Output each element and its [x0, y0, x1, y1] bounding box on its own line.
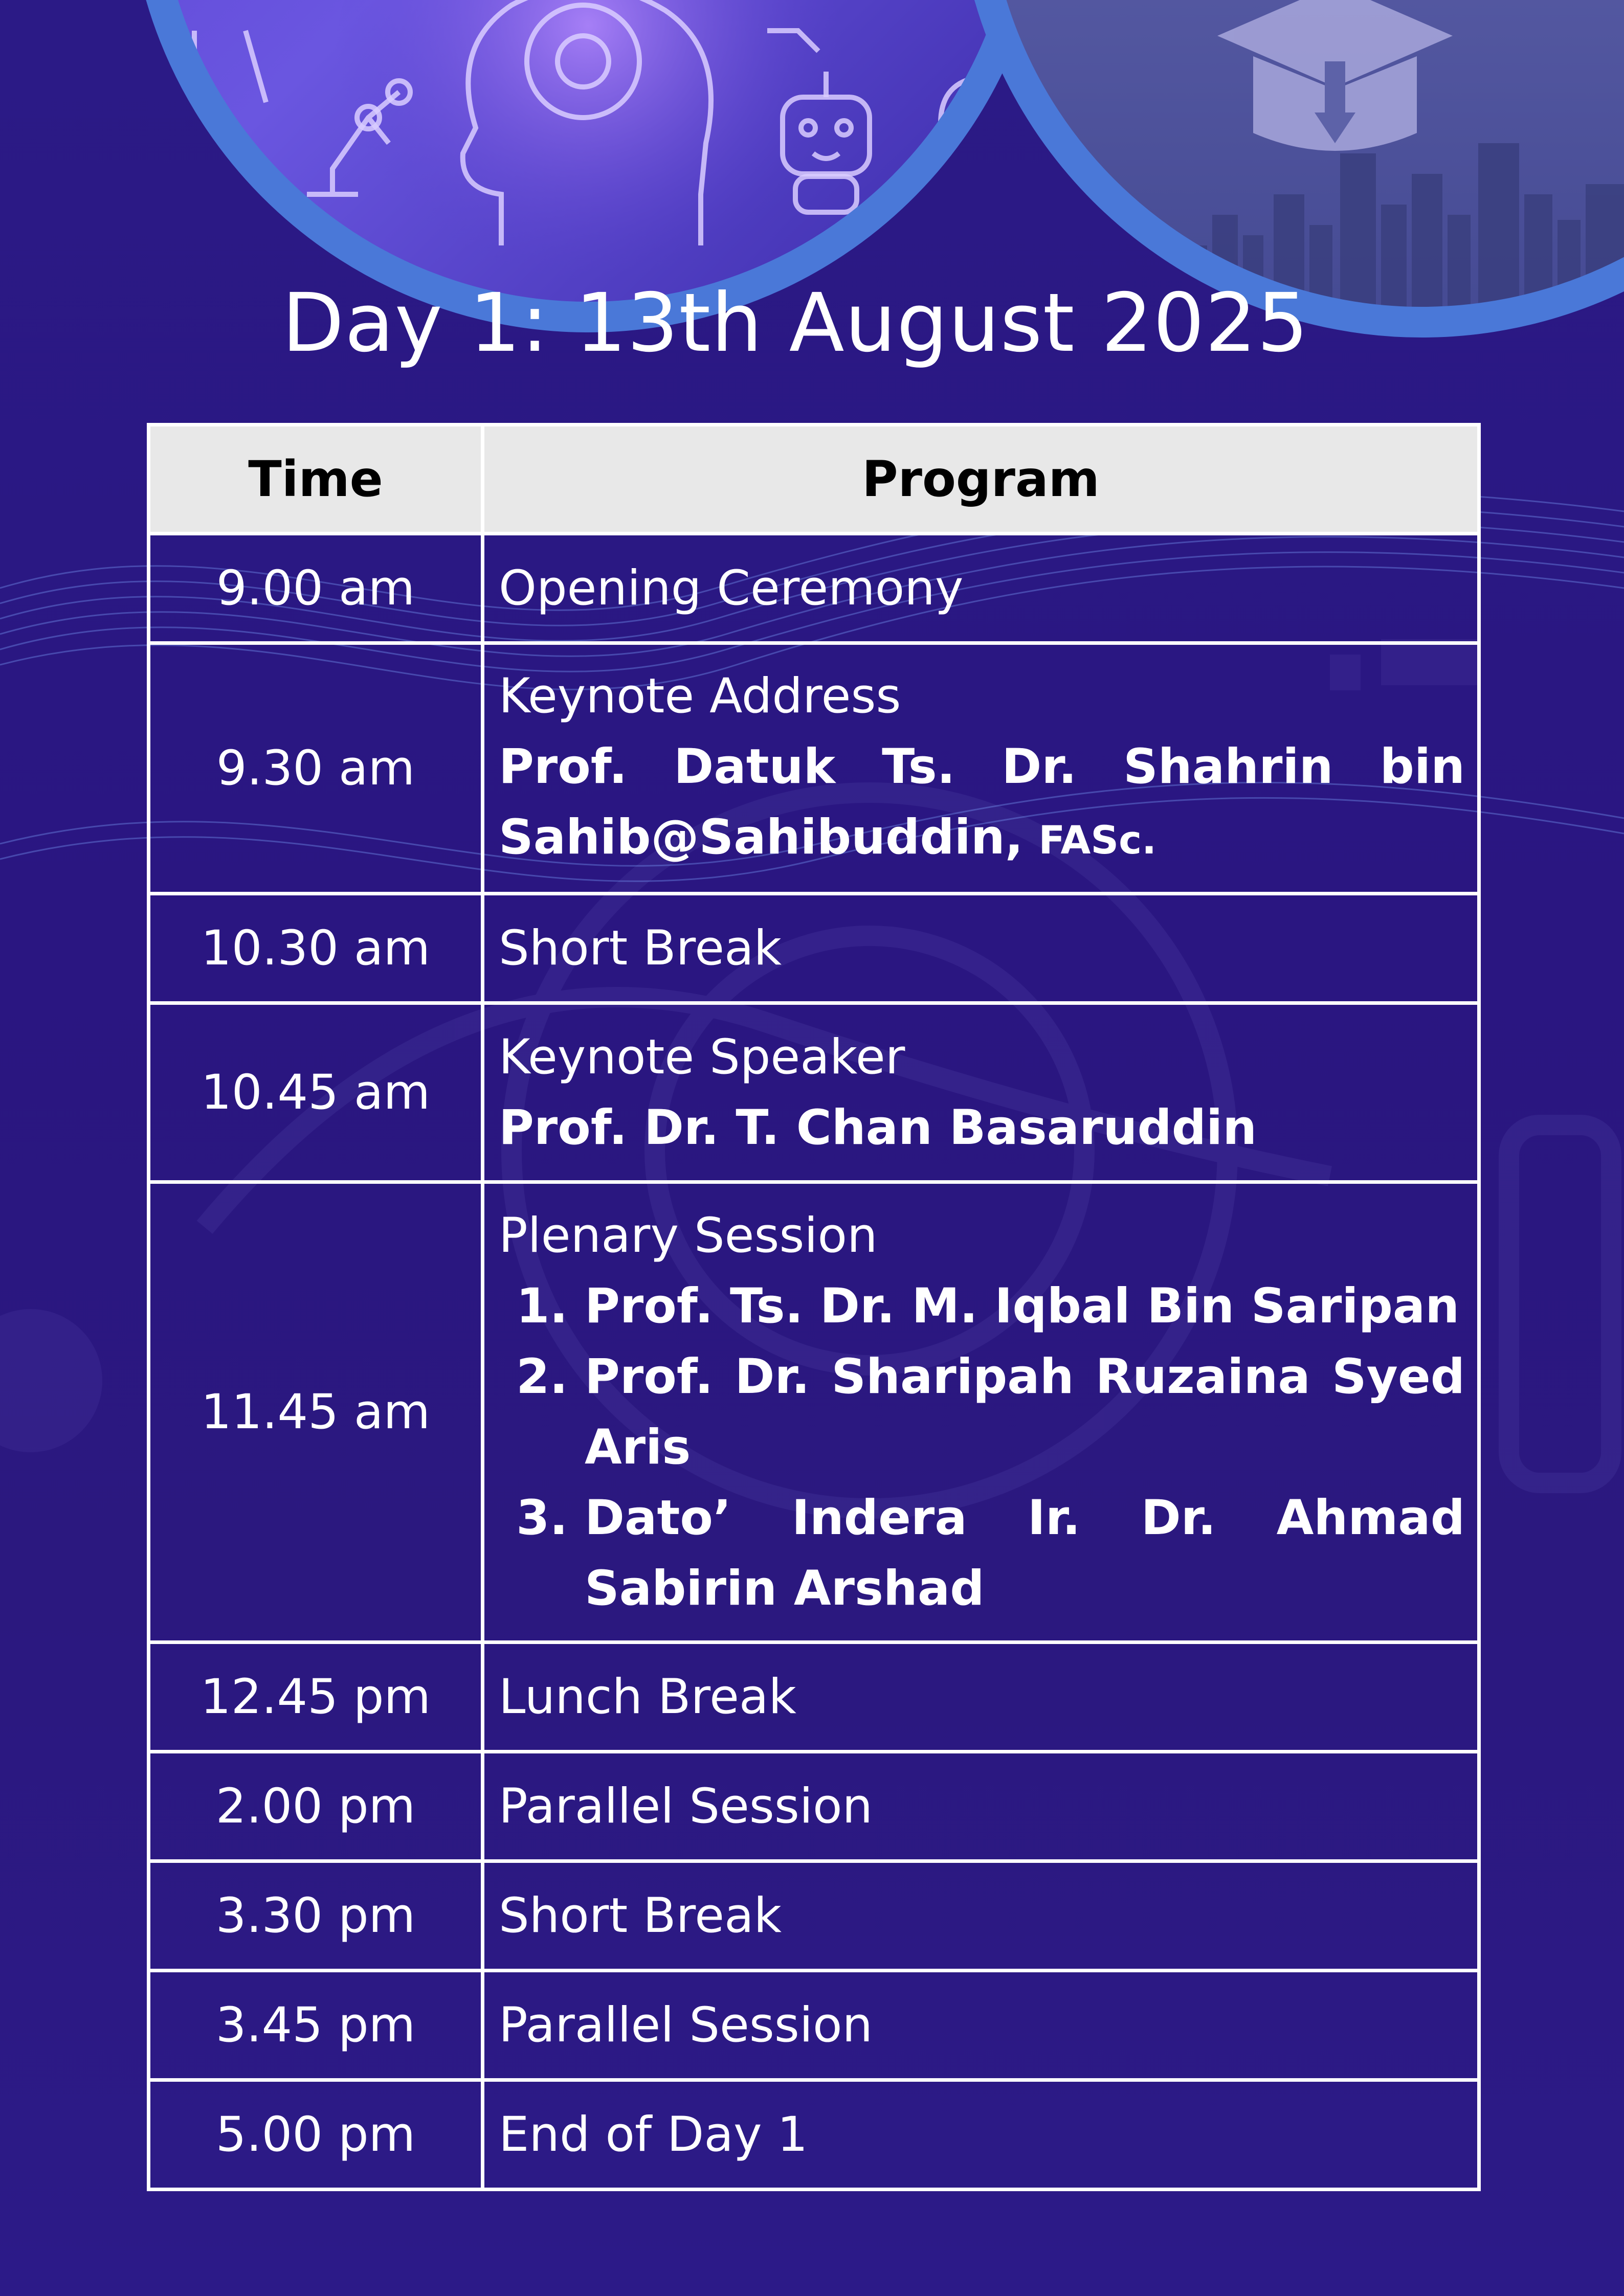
- table-row: [149, 1971, 1479, 2080]
- table-row: [149, 643, 1479, 894]
- program-cell: Lunch Break: [483, 1642, 1479, 1752]
- program-title: Plenary Session: [499, 1207, 878, 1264]
- program-cell: Short Break: [483, 1861, 1479, 1971]
- table-header-row: [149, 425, 1479, 534]
- program-cell: End of Day 1: [483, 2080, 1479, 2190]
- speaker-name: Prof. Dr. T. Chan Basaruddin: [499, 1099, 1257, 1156]
- program-cell: [483, 1003, 1479, 1182]
- table-row: [149, 2080, 1479, 2190]
- program-cell: Short Break: [483, 894, 1479, 1003]
- table-row: [149, 1003, 1479, 1182]
- speaker-list: [499, 1271, 1465, 1624]
- time-cell: 10.30 am: [149, 894, 483, 1003]
- schedule-table: [147, 423, 1481, 2191]
- column-header-time: Time: [149, 425, 483, 534]
- time-cell: 11.45 am: [149, 1182, 483, 1642]
- program-cell: [483, 1182, 1479, 1642]
- time-cell: 2.00 pm: [149, 1752, 483, 1861]
- speaker-list-item: 2. Prof. Dr. Sharipah Ruzaina Syed Aris: [585, 1342, 1465, 1483]
- time-cell: 9.30 am: [149, 643, 483, 894]
- page-title: Day 1: 13th August 2025: [282, 276, 1309, 370]
- table-row: [149, 1642, 1479, 1752]
- program-cell: Opening Ceremony: [483, 534, 1479, 643]
- table-row: [149, 1752, 1479, 1861]
- program-cell: Parallel Session: [483, 1752, 1479, 1861]
- table-row: [149, 1861, 1479, 1971]
- time-cell: 3.45 pm: [149, 1971, 483, 2080]
- program-cell: Parallel Session: [483, 1971, 1479, 2080]
- program-cell: [483, 643, 1479, 894]
- table-row: [149, 1182, 1479, 1642]
- table-row: [149, 534, 1479, 643]
- program-title: Keynote Speaker: [499, 1029, 905, 1085]
- table-row: [149, 894, 1479, 1003]
- time-cell: 12.45 pm: [149, 1642, 483, 1752]
- speaker-list-item: 1. Prof. Ts. Dr. M. Iqbal Bin Saripan: [585, 1271, 1465, 1342]
- time-cell: 10.45 am: [149, 1003, 483, 1182]
- column-header-program: Program: [483, 425, 1479, 534]
- program-title: Keynote Address: [499, 668, 901, 724]
- speaker-list-item: 3. Dato’ Indera Ir. Dr. Ahmad Sabirin Arshad: [585, 1483, 1465, 1624]
- time-cell: 3.30 pm: [149, 1861, 483, 1971]
- time-cell: 5.00 pm: [149, 2080, 483, 2190]
- speaker-suffix: FASc.: [1038, 817, 1157, 863]
- speaker-name: Prof. Datuk Ts. Dr. Shahrin bin Sahib@Sahibuddin,: [499, 739, 1465, 865]
- time-cell: 9.00 am: [149, 534, 483, 643]
